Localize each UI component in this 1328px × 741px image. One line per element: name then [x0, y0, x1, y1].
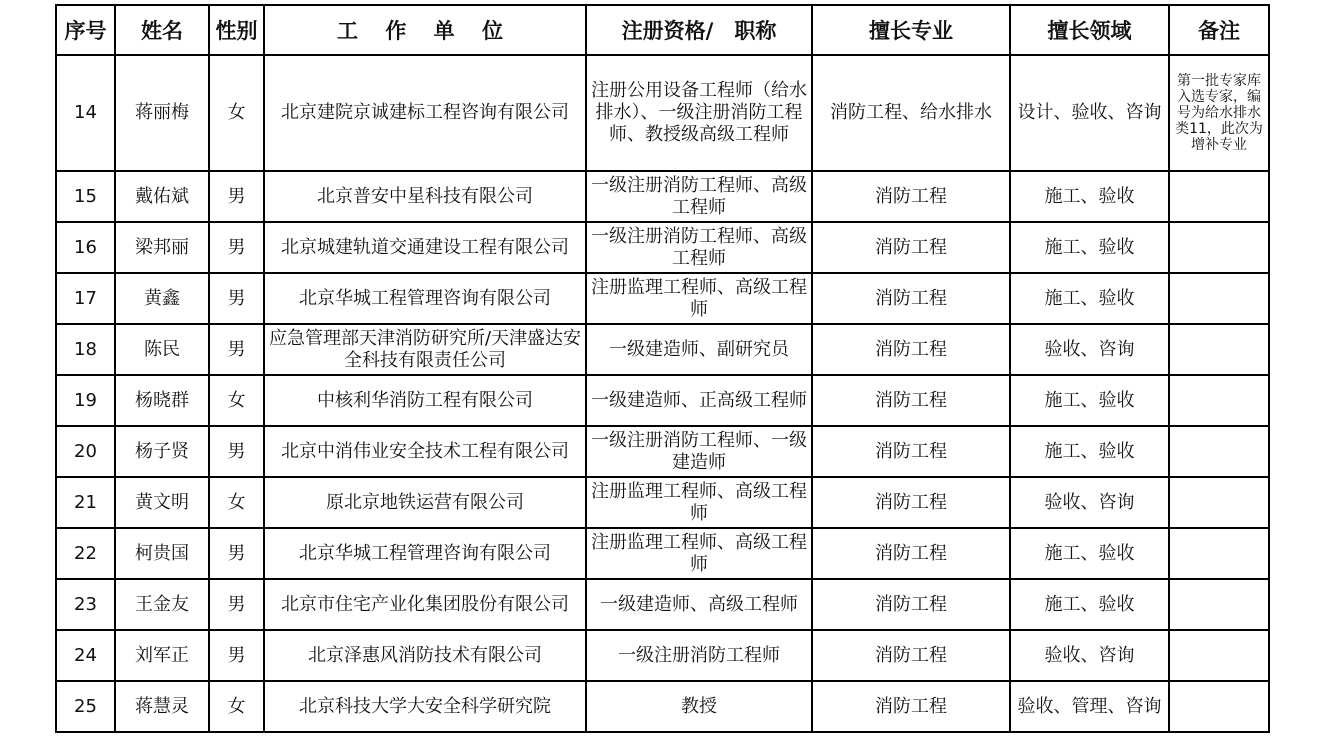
cell-gender: 男: [209, 426, 264, 477]
header-gender: 性别: [209, 5, 264, 55]
cell-employer: 中核利华消防工程有限公司: [264, 375, 586, 426]
cell-name: 杨子贤: [115, 426, 209, 477]
cell-remark: [1169, 324, 1269, 375]
cell-qualification: 一级建造师、正高级工程师: [586, 375, 812, 426]
cell-employer: 北京城建轨道交通建设工程有限公司: [264, 222, 586, 273]
cell-no: 22: [56, 528, 115, 579]
cell-field: 施工、验收: [1010, 171, 1169, 222]
cell-remark: [1169, 426, 1269, 477]
cell-qualification: 一级注册消防工程师、一级建造师: [586, 426, 812, 477]
cell-specialty: 消防工程: [812, 222, 1010, 273]
cell-no: 19: [56, 375, 115, 426]
table-row: [56, 222, 1269, 273]
cell-name: 王金友: [115, 579, 209, 630]
table-row: [56, 375, 1269, 426]
cell-name: 刘军正: [115, 630, 209, 681]
cell-name: 黄文明: [115, 477, 209, 528]
cell-gender: 女: [209, 55, 264, 171]
cell-qualification: 注册公用设备工程师（给水排水）、一级注册消防工程师、教授级高级工程师: [586, 55, 812, 171]
expert-table: [55, 4, 1270, 733]
cell-employer: 应急管理部天津消防研究所/天津盛达安全科技有限责任公司: [264, 324, 586, 375]
cell-remark: [1169, 579, 1269, 630]
header-specialty: 擅长专业: [812, 5, 1010, 55]
cell-qualification: 一级建造师、副研究员: [586, 324, 812, 375]
cell-qualification: 注册监理工程师、高级工程师: [586, 528, 812, 579]
cell-field: 施工、验收: [1010, 222, 1169, 273]
cell-employer: 北京中消伟业安全技术工程有限公司: [264, 426, 586, 477]
header-name: 姓名: [115, 5, 209, 55]
table-row: [56, 55, 1269, 171]
cell-remark: [1169, 630, 1269, 681]
cell-field: 施工、验收: [1010, 579, 1169, 630]
cell-gender: 男: [209, 528, 264, 579]
cell-remark: 第一批专家库入选专家，编号为给水排水类11，此次为增补专业: [1169, 55, 1269, 171]
cell-gender: 男: [209, 630, 264, 681]
table-row: [56, 171, 1269, 222]
cell-field: 验收、咨询: [1010, 630, 1169, 681]
cell-no: 23: [56, 579, 115, 630]
cell-gender: 女: [209, 681, 264, 732]
table-header-row: [56, 5, 1269, 55]
cell-name: 柯贵国: [115, 528, 209, 579]
cell-specialty: 消防工程: [812, 375, 1010, 426]
cell-qualification: 注册监理工程师、高级工程师: [586, 273, 812, 324]
cell-no: 14: [56, 55, 115, 171]
cell-qualification: 一级注册消防工程师、高级工程师: [586, 222, 812, 273]
cell-remark: [1169, 528, 1269, 579]
cell-qualification: 一级建造师、高级工程师: [586, 579, 812, 630]
cell-specialty: 消防工程: [812, 324, 1010, 375]
header-remark: 备注: [1169, 5, 1269, 55]
cell-gender: 女: [209, 375, 264, 426]
cell-employer: 北京市住宅产业化集团股份有限公司: [264, 579, 586, 630]
cell-field: 施工、验收: [1010, 375, 1169, 426]
cell-gender: 男: [209, 324, 264, 375]
cell-gender: 男: [209, 273, 264, 324]
cell-employer: 北京华城工程管理咨询有限公司: [264, 273, 586, 324]
cell-employer: 北京建院京诚建标工程咨询有限公司: [264, 55, 586, 171]
cell-specialty: 消防工程、给水排水: [812, 55, 1010, 171]
table-row: [56, 630, 1269, 681]
cell-gender: 男: [209, 222, 264, 273]
cell-name: 陈民: [115, 324, 209, 375]
header-field: 擅长领域: [1010, 5, 1169, 55]
cell-employer: 北京科技大学大安全科学研究院: [264, 681, 586, 732]
table-row: [56, 477, 1269, 528]
cell-name: 戴佑斌: [115, 171, 209, 222]
table-row: [56, 681, 1269, 732]
cell-gender: 女: [209, 477, 264, 528]
cell-field: 施工、验收: [1010, 528, 1169, 579]
cell-field: 验收、管理、咨询: [1010, 681, 1169, 732]
cell-name: 蒋丽梅: [115, 55, 209, 171]
header-employer: 工 作 单 位: [264, 5, 586, 55]
cell-field: 施工、验收: [1010, 273, 1169, 324]
cell-no: 16: [56, 222, 115, 273]
cell-no: 17: [56, 273, 115, 324]
cell-employer: 原北京地铁运营有限公司: [264, 477, 586, 528]
cell-no: 20: [56, 426, 115, 477]
cell-qualification: 一级注册消防工程师: [586, 630, 812, 681]
table-row: [56, 426, 1269, 477]
cell-remark: [1169, 171, 1269, 222]
cell-field: 设计、验收、咨询: [1010, 55, 1169, 171]
cell-qualification: 注册监理工程师、高级工程师: [586, 477, 812, 528]
cell-specialty: 消防工程: [812, 477, 1010, 528]
cell-field: 验收、咨询: [1010, 324, 1169, 375]
cell-name: 梁邦丽: [115, 222, 209, 273]
cell-no: 24: [56, 630, 115, 681]
cell-remark: [1169, 222, 1269, 273]
cell-employer: 北京普安中星科技有限公司: [264, 171, 586, 222]
table-row: [56, 273, 1269, 324]
header-no: 序号: [56, 5, 115, 55]
cell-remark: [1169, 273, 1269, 324]
cell-name: 杨晓群: [115, 375, 209, 426]
cell-no: 18: [56, 324, 115, 375]
cell-employer: 北京泽惠风消防技术有限公司: [264, 630, 586, 681]
cell-specialty: 消防工程: [812, 426, 1010, 477]
cell-specialty: 消防工程: [812, 630, 1010, 681]
cell-name: 黄鑫: [115, 273, 209, 324]
table-row: [56, 579, 1269, 630]
cell-name: 蒋慧灵: [115, 681, 209, 732]
cell-specialty: 消防工程: [812, 171, 1010, 222]
cell-no: 25: [56, 681, 115, 732]
cell-specialty: 消防工程: [812, 681, 1010, 732]
cell-gender: 男: [209, 579, 264, 630]
cell-specialty: 消防工程: [812, 579, 1010, 630]
cell-gender: 男: [209, 171, 264, 222]
cell-qualification: 一级注册消防工程师、高级工程师: [586, 171, 812, 222]
table-row: [56, 528, 1269, 579]
cell-field: 验收、咨询: [1010, 477, 1169, 528]
cell-remark: [1169, 681, 1269, 732]
cell-no: 15: [56, 171, 115, 222]
cell-remark: [1169, 375, 1269, 426]
header-qualification: 注册资格/ 职称: [586, 5, 812, 55]
cell-remark: [1169, 477, 1269, 528]
cell-qualification: 教授: [586, 681, 812, 732]
cell-field: 施工、验收: [1010, 426, 1169, 477]
cell-specialty: 消防工程: [812, 528, 1010, 579]
cell-specialty: 消防工程: [812, 273, 1010, 324]
cell-no: 21: [56, 477, 115, 528]
table-row: [56, 324, 1269, 375]
cell-employer: 北京华城工程管理咨询有限公司: [264, 528, 586, 579]
